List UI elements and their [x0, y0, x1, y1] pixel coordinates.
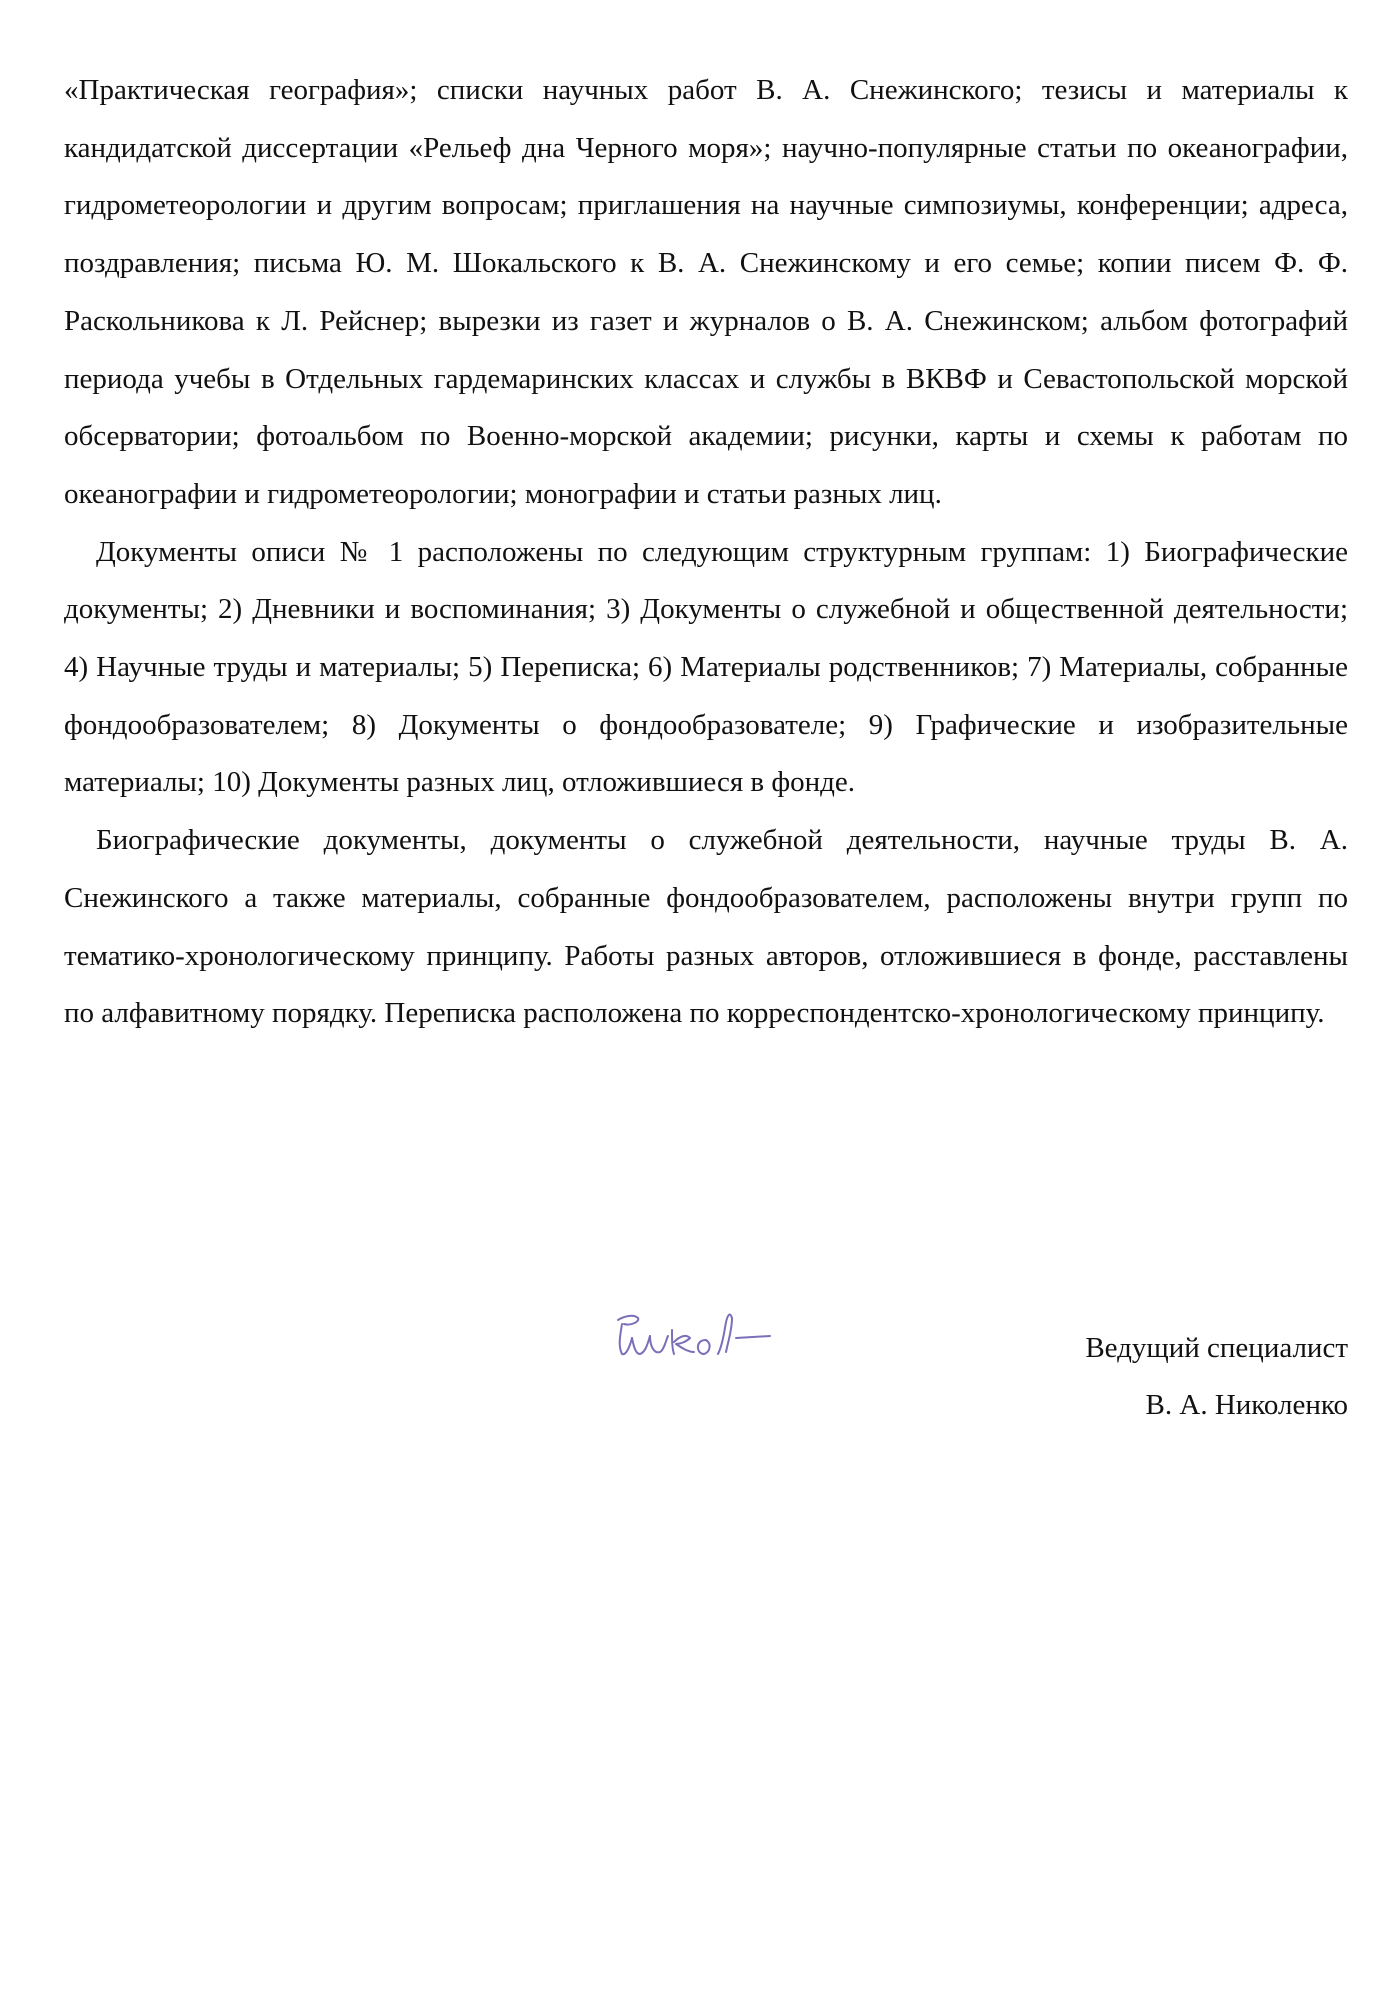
signature-icon — [600, 1290, 840, 1380]
paragraph-structure-groups: Документы описи № 1 расположены по следующим структурным группам: 1) Биографические документы; 2) Дневники и воспоминания; 3) Документы о служебной и общественной деятельности; 4) Научные труды и материалы; 5) Переписка; 6) Материалы родственников; 7) Материалы, собранные фондообразователем; 8) Документы о фондообразователе; 9) Графические и изобразительные материалы; 10) Документы разных лиц, отложившиеся в фонде. — [64, 535, 1348, 799]
signer-block — [1085, 1320, 1348, 1434]
handwritten-signature — [600, 1290, 840, 1380]
signer-name: В. А. Николенко — [1145, 1389, 1348, 1421]
paragraph-continuation: «Практическая география»; списки научных работ В. А. Снежинского; тезисы и материалы к кандидатской диссертации «Рельеф дна Черного моря»; научно-популярные статьи по океанографии, гидрометеорологии и другим вопросам; приглашения на научные симпозиумы, конференции; адреса, поздравления; письма Ю. М. Шокальского к В. А. Снежинскому и его семье; копии писем Ф. Ф. Раскольникова к Л. Рейснер; вырезки из газет и журналов о В. А. Снежинском; альбом фотографий периода учебы в Отдельных гардемаринских классах и службы в ВКВФ и Севастопольской морской обсерватории; фотоальбом по Военно-морской академии; рисунки, карты и схемы к работам по океанографии и гидрометеорологии; монографии и статьи разных лиц. — [64, 74, 1348, 510]
document-body — [64, 62, 1348, 1043]
signer-position: Ведущий специалист — [1085, 1332, 1348, 1364]
paragraph-arrangement: Биографические документы, документы о служебной деятельности, научные труды В. А. Снежинского а также материалы, собранные фондообразователем, расположены внутри групп по тематико-хронологическому принципу. Работы разных авторов, отложившиеся в фонде, расставлены по алфавитному порядку. Переписка расположена по корреспондентско-хронологическому принципу. — [64, 824, 1348, 1030]
